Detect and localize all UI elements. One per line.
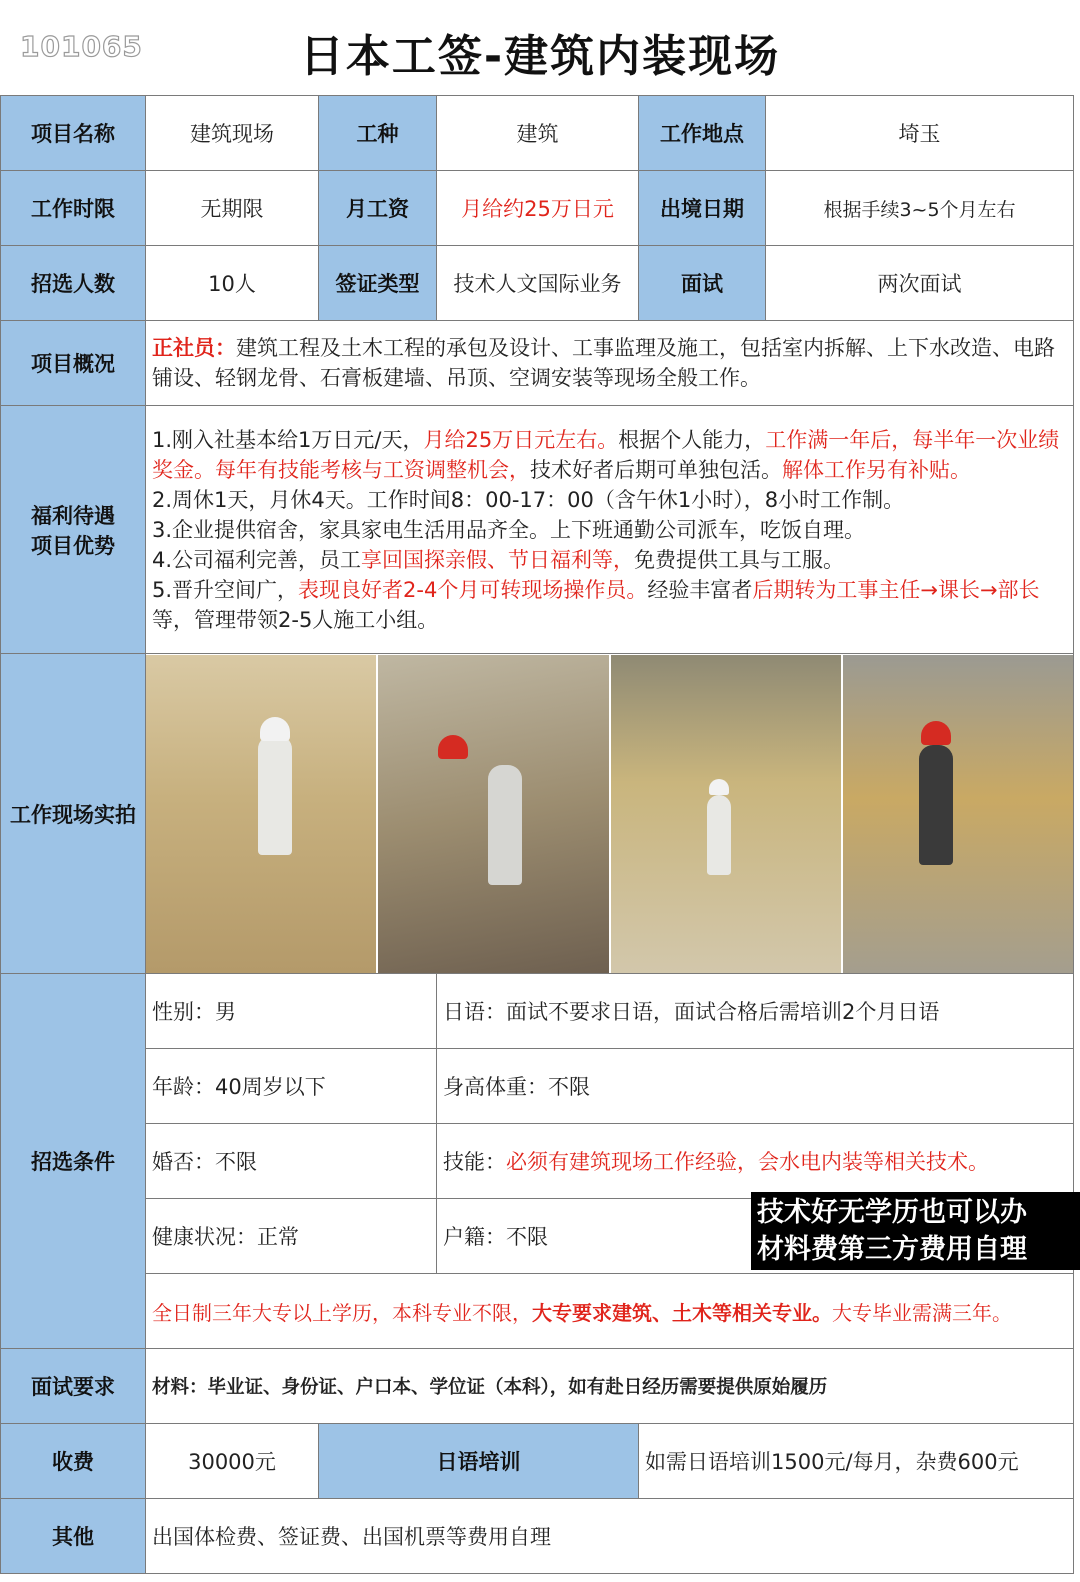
worker-figure <box>707 795 731 875</box>
benefit-2: 2.周休1天，月休4天。工作时间8：00-17：00（含午休1小时），8小时工作制。 <box>152 487 905 512</box>
benefit-1d: 工作满一年后，每半年一次业绩奖金。每年有技能考核与工资调整机会， <box>152 427 1060 482</box>
benefit-3: 3.企业提供宿舍，家具家电生活用品齐全。上下班通勤公司派车，吃饭自理。 <box>152 517 866 542</box>
photos-label: 工作现场实拍 <box>1 654 146 974</box>
condition-japanese-label: 日语： <box>443 1000 506 1024</box>
helmet-shape <box>260 717 290 741</box>
benefits-label-line2: 项目优势 <box>31 533 115 558</box>
term-label: 工作时限 <box>1 171 146 246</box>
site-photo-3 <box>611 655 841 973</box>
row-project <box>1 96 1074 171</box>
benefits-label <box>1 406 146 654</box>
benefit-4 <box>152 545 1067 575</box>
benefit-5 <box>152 575 1067 635</box>
benefit-1b: 月给25万日元左右。 <box>423 427 619 452</box>
overview-label: 项目概况 <box>1 321 146 406</box>
overview-text <box>146 321 1074 406</box>
row-fees <box>1 1424 1074 1499</box>
condition-skill <box>437 1124 1074 1199</box>
job-type-label: 工种 <box>319 96 437 171</box>
condition-skill-label: 技能： <box>443 1150 506 1174</box>
row-photos <box>1 654 1074 974</box>
job-type: 建筑 <box>437 96 639 171</box>
benefits-label-line1: 福利待遇 <box>31 503 115 528</box>
photo-strip <box>146 655 1073 973</box>
row-overview <box>1 321 1074 406</box>
benefit-1a: 1.刚入社基本给1万日元/天， <box>152 427 424 452</box>
fees-label: 收费 <box>1 1424 146 1499</box>
other-label: 其他 <box>1 1499 146 1574</box>
condition-age: 年龄：40周岁以下 <box>146 1049 437 1124</box>
interview: 两次面试 <box>766 246 1074 321</box>
worker-figure <box>919 745 953 865</box>
site-photo-4 <box>843 655 1073 973</box>
condition-marriage: 婚否：不限 <box>146 1124 437 1199</box>
project-name: 建筑现场 <box>146 96 319 171</box>
benefit-1f: 解体工作另有补贴。 <box>782 457 971 482</box>
photos-cell <box>146 654 1074 974</box>
condition-skill-value: 必须有建筑现场工作经验，会水电内装等相关技术。 <box>506 1150 989 1174</box>
benefit-4b: 享回国探亲假、节日福利等， <box>361 547 635 572</box>
education-c: 大专毕业需满三年。 <box>832 1300 1012 1325</box>
row-term <box>1 171 1074 246</box>
interview-req-text: 材料：毕业证、身份证、户口本、学位证（本科），如有赴日经历需要提供原始履历 <box>146 1349 1074 1424</box>
overlay-caption <box>751 1192 1080 1270</box>
education-a: 全日制三年大专以上学历，本科专业不限， <box>152 1300 532 1325</box>
salary: 月给约25万日元 <box>437 171 639 246</box>
headcount: 10人 <box>146 246 319 321</box>
condition-health: 健康状况：正常 <box>146 1199 437 1274</box>
departure: 根据手续3~5个月左右 <box>766 171 1074 246</box>
row-headcount <box>1 246 1074 321</box>
helmet-shape <box>709 779 729 795</box>
row-conditions-2 <box>1 1049 1074 1124</box>
job-code: 101065 <box>20 30 143 63</box>
benefit-5d: 后期转为工事主任→课长→部长 <box>752 577 1040 602</box>
other-text: 出国体检费、签证费、出国机票等费用自理 <box>146 1499 1074 1574</box>
overlay-line-1: 技术好无学历也可以办 <box>757 1197 1027 1228</box>
site-photo-2 <box>378 655 608 973</box>
worker-figure <box>488 765 522 885</box>
salary-label: 月工资 <box>319 171 437 246</box>
condition-education <box>146 1274 1074 1349</box>
overview-lead: 正社员： <box>152 336 236 360</box>
page-title: 日本工签-建筑内装现场 <box>299 31 781 82</box>
project-name-label: 项目名称 <box>1 96 146 171</box>
conditions-label: 招选条件 <box>1 974 146 1349</box>
overlay-line-2: 材料费第三方费用自理 <box>757 1234 1027 1265</box>
helmet-shape <box>921 721 951 745</box>
term: 无期限 <box>146 171 319 246</box>
benefit-5c: 经验丰富者 <box>647 577 753 602</box>
headcount-label: 招选人数 <box>1 246 146 321</box>
visa-label: 签证类型 <box>319 246 437 321</box>
benefit-5e: 等，管理带领2-5人施工小组。 <box>152 607 439 632</box>
condition-hukou: 户籍：不限 <box>437 1199 1074 1274</box>
condition-body: 身高体重：不限 <box>437 1049 1074 1124</box>
worker-figure <box>258 735 292 855</box>
row-interview-req <box>1 1349 1074 1424</box>
education-b: 大专要求建筑、土木等相关专业。 <box>532 1300 832 1325</box>
location-label: 工作地点 <box>639 96 766 171</box>
condition-japanese <box>437 974 1074 1049</box>
benefit-1c: 根据个人能力， <box>618 427 766 452</box>
training-value: 如需日语培训1500元/每月，杂费600元 <box>639 1424 1074 1499</box>
benefits-text <box>146 406 1074 654</box>
condition-japanese-value: 面试不要求日语，面试合格后需培训2个月日语 <box>506 1000 940 1024</box>
training-label: 日语培训 <box>319 1424 639 1499</box>
visa: 技术人文国际业务 <box>437 246 639 321</box>
benefit-1e: 技术好者后期可单独包活。 <box>530 457 782 482</box>
condition-gender: 性别：男 <box>146 974 437 1049</box>
row-conditions-3 <box>1 1124 1074 1199</box>
interview-req-label: 面试要求 <box>1 1349 146 1424</box>
benefit-4a: 4.公司福利完善，员工 <box>152 547 362 572</box>
location: 埼玉 <box>766 96 1074 171</box>
departure-label: 出境日期 <box>639 171 766 246</box>
benefit-5b: 表现良好者2-4个月可转现场操作员。 <box>298 577 648 602</box>
interview-label: 面试 <box>639 246 766 321</box>
benefit-4c: 免费提供工具与工服。 <box>634 547 845 572</box>
benefit-5a: 5.晋升空间广， <box>152 577 299 602</box>
job-sheet <box>0 95 1074 1574</box>
row-benefits <box>1 406 1074 654</box>
fees-value: 30000元 <box>146 1424 319 1499</box>
overview-body: 建筑工程及土木工程的承包及设计、工事监理及施工，包括室内拆解、上下水改造、电路铺设、轻钢龙骨、石膏板建墙、吊顶、空调安装等现场全般工作。 <box>152 336 1055 390</box>
helmet-shape <box>438 735 468 759</box>
site-photo-1 <box>146 655 376 973</box>
benefit-1 <box>152 425 1067 485</box>
row-conditions-1 <box>1 974 1074 1049</box>
header <box>0 0 1080 95</box>
row-conditions-5 <box>1 1274 1074 1349</box>
row-other <box>1 1499 1074 1574</box>
